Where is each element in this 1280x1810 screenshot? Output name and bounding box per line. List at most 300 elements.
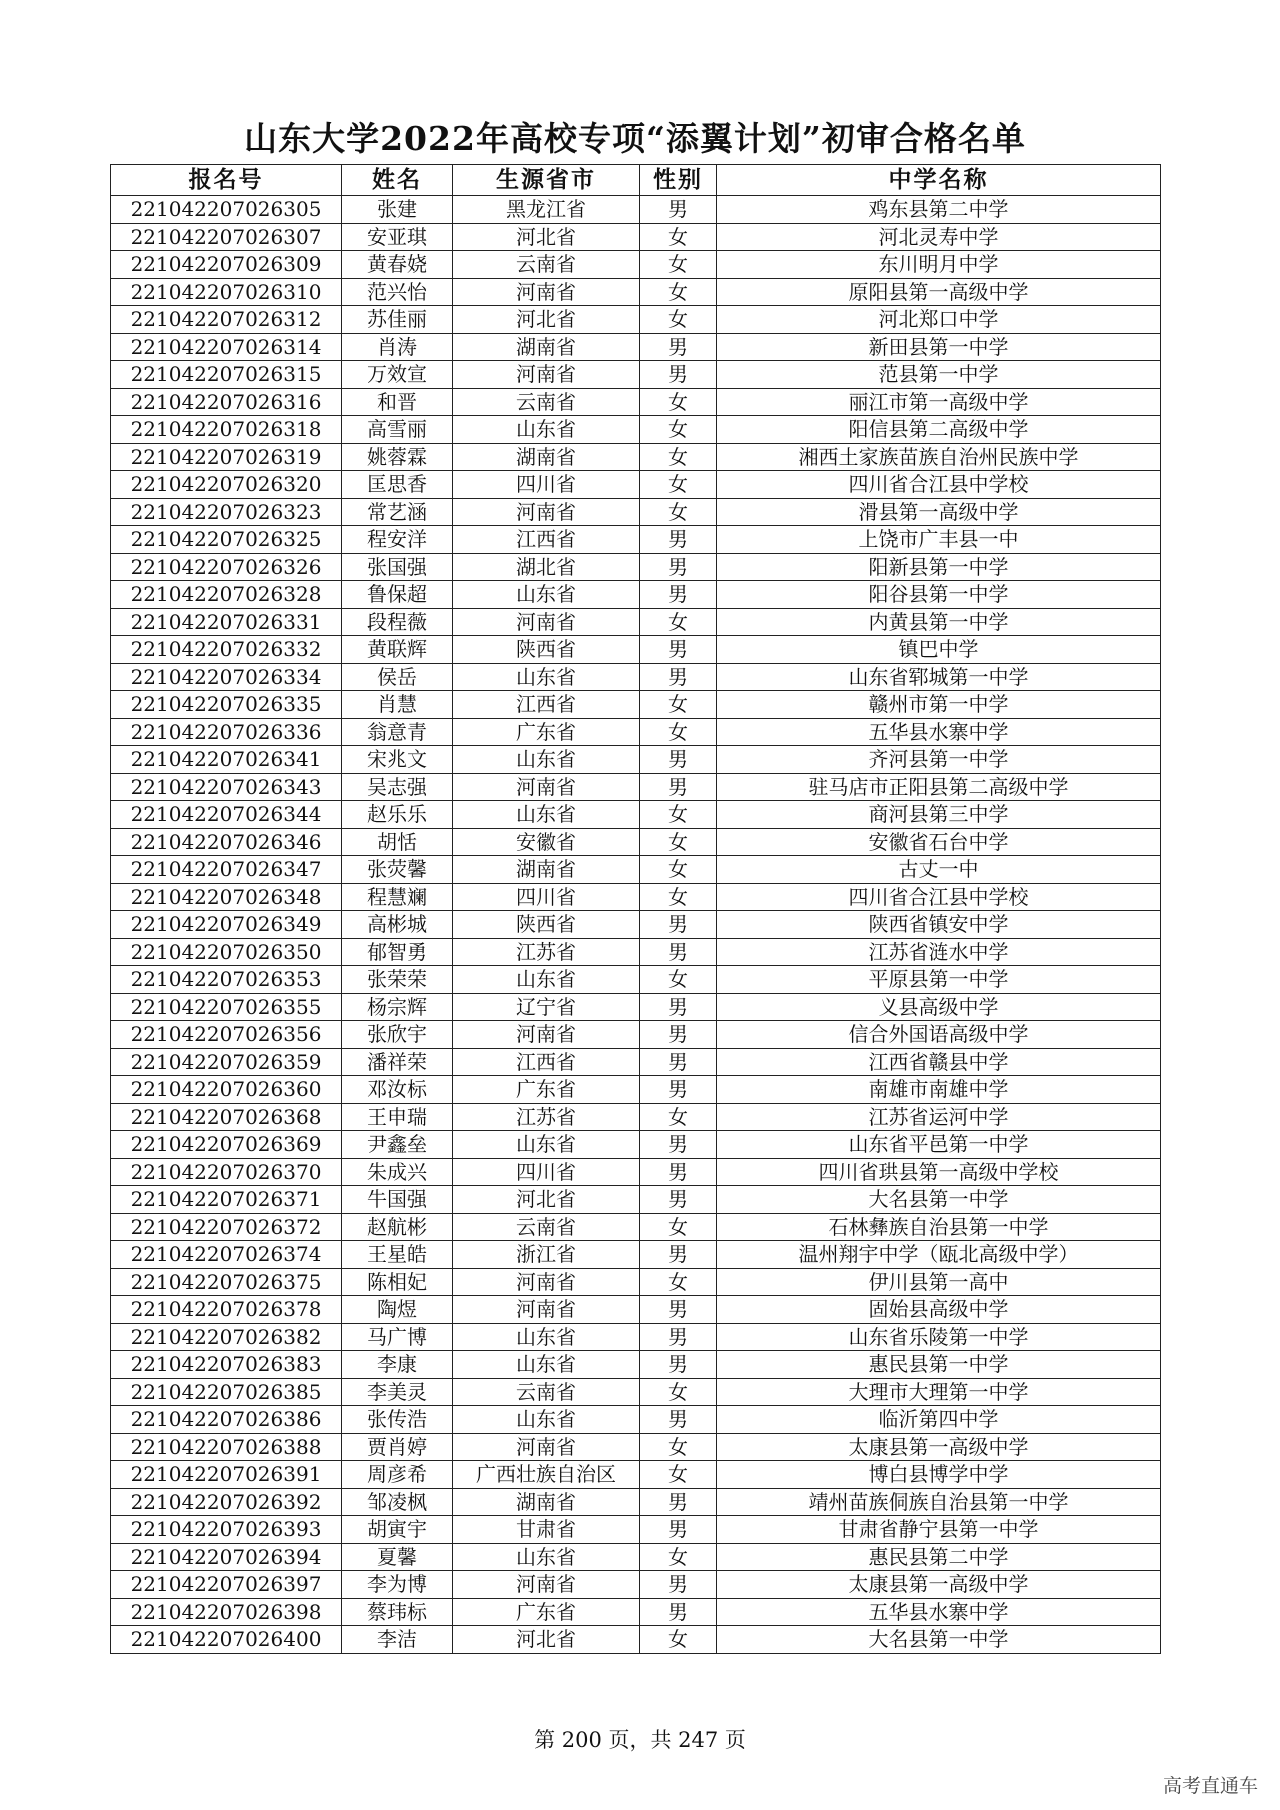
registration-number-cell: 221042207026392 bbox=[111, 1488, 342, 1516]
table-row bbox=[111, 1103, 1161, 1131]
name-cell: 高彬城 bbox=[342, 911, 453, 939]
table-row bbox=[111, 388, 1161, 416]
gender-cell: 男 bbox=[640, 1131, 717, 1159]
province-cell: 河北省 bbox=[453, 1186, 640, 1214]
name-cell: 苏佳丽 bbox=[342, 306, 453, 334]
gender-cell: 女 bbox=[640, 278, 717, 306]
registration-number-cell: 221042207026385 bbox=[111, 1378, 342, 1406]
name-cell: 李美灵 bbox=[342, 1378, 453, 1406]
gender-cell: 女 bbox=[640, 388, 717, 416]
school-cell: 驻马店市正阳县第二高级中学 bbox=[717, 773, 1161, 801]
province-cell: 甘肃省 bbox=[453, 1516, 640, 1544]
registration-number-cell: 221042207026335 bbox=[111, 691, 342, 719]
school-cell: 义县高级中学 bbox=[717, 993, 1161, 1021]
registration-number-cell: 221042207026318 bbox=[111, 416, 342, 444]
province-cell: 湖南省 bbox=[453, 856, 640, 884]
table-row bbox=[111, 1048, 1161, 1076]
name-cell: 张建 bbox=[342, 196, 453, 224]
province-cell: 山东省 bbox=[453, 416, 640, 444]
registration-number-cell: 221042207026344 bbox=[111, 801, 342, 829]
registration-number-cell: 221042207026346 bbox=[111, 828, 342, 856]
school-cell: 温州翔宇中学（瓯北高级中学） bbox=[717, 1241, 1161, 1269]
registration-number-cell: 221042207026315 bbox=[111, 361, 342, 389]
gender-cell: 男 bbox=[640, 636, 717, 664]
registration-number-cell: 221042207026348 bbox=[111, 883, 342, 911]
province-cell: 山东省 bbox=[453, 1323, 640, 1351]
school-cell: 湘西土家族苗族自治州民族中学 bbox=[717, 443, 1161, 471]
registration-number-cell: 221042207026309 bbox=[111, 251, 342, 279]
name-cell: 周彦希 bbox=[342, 1461, 453, 1489]
page-number: 第 200 页，共 247 页 bbox=[534, 1728, 746, 1752]
province-cell: 安徽省 bbox=[453, 828, 640, 856]
header-gender: 性别 bbox=[640, 165, 717, 196]
name-cell: 邹凌枫 bbox=[342, 1488, 453, 1516]
school-cell: 原阳县第一高级中学 bbox=[717, 278, 1161, 306]
registration-number-cell: 221042207026359 bbox=[111, 1048, 342, 1076]
province-cell: 河北省 bbox=[453, 223, 640, 251]
name-cell: 李康 bbox=[342, 1351, 453, 1379]
registration-number-cell: 221042207026325 bbox=[111, 526, 342, 554]
province-cell: 湖南省 bbox=[453, 333, 640, 361]
table-row bbox=[111, 251, 1161, 279]
gender-cell: 男 bbox=[640, 1241, 717, 1269]
gender-cell: 女 bbox=[640, 1378, 717, 1406]
name-cell: 黄春娆 bbox=[342, 251, 453, 279]
name-cell: 宋兆文 bbox=[342, 746, 453, 774]
gender-cell: 男 bbox=[640, 993, 717, 1021]
table-row bbox=[111, 1488, 1161, 1516]
registration-number-cell: 221042207026328 bbox=[111, 581, 342, 609]
gender-cell: 女 bbox=[640, 443, 717, 471]
province-cell: 陕西省 bbox=[453, 911, 640, 939]
gender-cell: 女 bbox=[640, 1461, 717, 1489]
table-row bbox=[111, 1213, 1161, 1241]
name-cell: 黄联辉 bbox=[342, 636, 453, 664]
name-cell: 翁意青 bbox=[342, 718, 453, 746]
school-cell: 大理市大理第一中学 bbox=[717, 1378, 1161, 1406]
table-row bbox=[111, 1461, 1161, 1489]
registration-number-cell: 221042207026314 bbox=[111, 333, 342, 361]
school-cell: 内黄县第一中学 bbox=[717, 608, 1161, 636]
gender-cell: 女 bbox=[640, 251, 717, 279]
school-cell: 阳信县第二高级中学 bbox=[717, 416, 1161, 444]
school-cell: 惠民县第一中学 bbox=[717, 1351, 1161, 1379]
school-cell: 五华县水寨中学 bbox=[717, 718, 1161, 746]
registration-number-cell: 221042207026394 bbox=[111, 1543, 342, 1571]
table-row bbox=[111, 1598, 1161, 1626]
province-cell: 广东省 bbox=[453, 1598, 640, 1626]
province-cell: 河北省 bbox=[453, 306, 640, 334]
province-cell: 河南省 bbox=[453, 608, 640, 636]
gender-cell: 男 bbox=[640, 663, 717, 691]
province-cell: 山东省 bbox=[453, 1351, 640, 1379]
school-cell: 安徽省石台中学 bbox=[717, 828, 1161, 856]
school-cell: 赣州市第一中学 bbox=[717, 691, 1161, 719]
table-row bbox=[111, 361, 1161, 389]
province-cell: 河南省 bbox=[453, 1571, 640, 1599]
gender-cell: 女 bbox=[640, 828, 717, 856]
name-cell: 李洁 bbox=[342, 1626, 453, 1654]
table-row bbox=[111, 416, 1161, 444]
school-cell: 齐河县第一中学 bbox=[717, 746, 1161, 774]
registration-number-cell: 221042207026355 bbox=[111, 993, 342, 1021]
name-cell: 郁智勇 bbox=[342, 938, 453, 966]
name-cell: 程安洋 bbox=[342, 526, 453, 554]
gender-cell: 男 bbox=[640, 1598, 717, 1626]
province-cell: 江苏省 bbox=[453, 1103, 640, 1131]
table-row bbox=[111, 581, 1161, 609]
table-row bbox=[111, 333, 1161, 361]
name-cell: 朱成兴 bbox=[342, 1158, 453, 1186]
registration-number-cell: 221042207026320 bbox=[111, 471, 342, 499]
name-cell: 万效宣 bbox=[342, 361, 453, 389]
table-row bbox=[111, 1378, 1161, 1406]
name-cell: 王申瑞 bbox=[342, 1103, 453, 1131]
name-cell: 张荧馨 bbox=[342, 856, 453, 884]
name-cell: 李为博 bbox=[342, 1571, 453, 1599]
gender-cell: 男 bbox=[640, 938, 717, 966]
registration-number-cell: 221042207026347 bbox=[111, 856, 342, 884]
table-row bbox=[111, 526, 1161, 554]
registration-number-cell: 221042207026368 bbox=[111, 1103, 342, 1131]
gender-cell: 男 bbox=[640, 773, 717, 801]
gender-cell: 男 bbox=[640, 1571, 717, 1599]
school-cell: 大名县第一中学 bbox=[717, 1186, 1161, 1214]
table-row bbox=[111, 1351, 1161, 1379]
table-header-row bbox=[111, 165, 1161, 196]
header-province: 生源省市 bbox=[453, 165, 640, 196]
gender-cell: 女 bbox=[640, 1268, 717, 1296]
gender-cell: 女 bbox=[640, 223, 717, 251]
name-cell: 赵航彬 bbox=[342, 1213, 453, 1241]
registration-number-cell: 221042207026334 bbox=[111, 663, 342, 691]
table-row bbox=[111, 718, 1161, 746]
gender-cell: 女 bbox=[640, 718, 717, 746]
name-cell: 段程薇 bbox=[342, 608, 453, 636]
name-cell: 邓汝标 bbox=[342, 1076, 453, 1104]
school-cell: 山东省平邑第一中学 bbox=[717, 1131, 1161, 1159]
name-cell: 王星皓 bbox=[342, 1241, 453, 1269]
name-cell: 赵乐乐 bbox=[342, 801, 453, 829]
name-cell: 张国强 bbox=[342, 553, 453, 581]
school-cell: 古丈一中 bbox=[717, 856, 1161, 884]
page-title: 山东大学2022年高校专项“添翼计划”初审合格名单 bbox=[244, 119, 1026, 158]
province-cell: 山东省 bbox=[453, 1406, 640, 1434]
province-cell: 浙江省 bbox=[453, 1241, 640, 1269]
name-cell: 范兴怡 bbox=[342, 278, 453, 306]
school-cell: 鸡东县第二中学 bbox=[717, 196, 1161, 224]
header-registration-number: 报名号 bbox=[111, 165, 342, 196]
table-row bbox=[111, 223, 1161, 251]
gender-cell: 男 bbox=[640, 361, 717, 389]
name-cell: 牛国强 bbox=[342, 1186, 453, 1214]
registration-number-cell: 221042207026382 bbox=[111, 1323, 342, 1351]
gender-cell: 女 bbox=[640, 498, 717, 526]
registration-number-cell: 221042207026341 bbox=[111, 746, 342, 774]
table-row bbox=[111, 746, 1161, 774]
gender-cell: 女 bbox=[640, 608, 717, 636]
school-cell: 四川省合江县中学校 bbox=[717, 471, 1161, 499]
name-cell: 和晋 bbox=[342, 388, 453, 416]
registration-number-cell: 221042207026326 bbox=[111, 553, 342, 581]
school-cell: 固始县高级中学 bbox=[717, 1296, 1161, 1324]
province-cell: 河南省 bbox=[453, 1268, 640, 1296]
registration-number-cell: 221042207026336 bbox=[111, 718, 342, 746]
header-name: 姓名 bbox=[342, 165, 453, 196]
province-cell: 云南省 bbox=[453, 1213, 640, 1241]
school-cell: 太康县第一高级中学 bbox=[717, 1433, 1161, 1461]
table-row bbox=[111, 306, 1161, 334]
table-row bbox=[111, 196, 1161, 224]
name-cell: 程慧斓 bbox=[342, 883, 453, 911]
name-cell: 贾肖婷 bbox=[342, 1433, 453, 1461]
name-cell: 侯岳 bbox=[342, 663, 453, 691]
table-row bbox=[111, 1406, 1161, 1434]
province-cell: 湖北省 bbox=[453, 553, 640, 581]
table-row bbox=[111, 663, 1161, 691]
school-cell: 惠民县第二中学 bbox=[717, 1543, 1161, 1571]
province-cell: 山东省 bbox=[453, 746, 640, 774]
name-cell: 胡恬 bbox=[342, 828, 453, 856]
table-row bbox=[111, 636, 1161, 664]
table-row bbox=[111, 553, 1161, 581]
gender-cell: 女 bbox=[640, 1543, 717, 1571]
gender-cell: 女 bbox=[640, 471, 717, 499]
table-row bbox=[111, 828, 1161, 856]
province-cell: 山东省 bbox=[453, 801, 640, 829]
province-cell: 河南省 bbox=[453, 498, 640, 526]
gender-cell: 女 bbox=[640, 1433, 717, 1461]
gender-cell: 男 bbox=[640, 911, 717, 939]
registration-number-cell: 221042207026310 bbox=[111, 278, 342, 306]
province-cell: 湖南省 bbox=[453, 443, 640, 471]
registration-number-cell: 221042207026369 bbox=[111, 1131, 342, 1159]
gender-cell: 女 bbox=[640, 801, 717, 829]
school-cell: 临沂第四中学 bbox=[717, 1406, 1161, 1434]
table-row bbox=[111, 1626, 1161, 1654]
roster-table bbox=[110, 164, 1161, 1654]
registration-number-cell: 221042207026391 bbox=[111, 1461, 342, 1489]
table-row bbox=[111, 691, 1161, 719]
header-school: 中学名称 bbox=[717, 165, 1161, 196]
name-cell: 高雪丽 bbox=[342, 416, 453, 444]
province-cell: 河南省 bbox=[453, 1433, 640, 1461]
school-cell: 靖州苗族侗族自治县第一中学 bbox=[717, 1488, 1161, 1516]
table-row bbox=[111, 278, 1161, 306]
registration-number-cell: 221042207026331 bbox=[111, 608, 342, 636]
gender-cell: 男 bbox=[640, 1296, 717, 1324]
school-cell: 镇巴中学 bbox=[717, 636, 1161, 664]
province-cell: 江西省 bbox=[453, 526, 640, 554]
province-cell: 江西省 bbox=[453, 691, 640, 719]
registration-number-cell: 221042207026350 bbox=[111, 938, 342, 966]
province-cell: 山东省 bbox=[453, 581, 640, 609]
registration-number-cell: 221042207026312 bbox=[111, 306, 342, 334]
table-row bbox=[111, 938, 1161, 966]
school-cell: 江苏省涟水中学 bbox=[717, 938, 1161, 966]
school-cell: 博白县博学中学 bbox=[717, 1461, 1161, 1489]
registration-number-cell: 221042207026360 bbox=[111, 1076, 342, 1104]
school-cell: 山东省乐陵第一中学 bbox=[717, 1323, 1161, 1351]
school-cell: 江苏省运河中学 bbox=[717, 1103, 1161, 1131]
table-row bbox=[111, 1571, 1161, 1599]
province-cell: 云南省 bbox=[453, 1378, 640, 1406]
table-body bbox=[111, 196, 1161, 1654]
school-cell: 石林彝族自治县第一中学 bbox=[717, 1213, 1161, 1241]
school-cell: 南雄市南雄中学 bbox=[717, 1076, 1161, 1104]
province-cell: 辽宁省 bbox=[453, 993, 640, 1021]
province-cell: 云南省 bbox=[453, 388, 640, 416]
gender-cell: 女 bbox=[640, 306, 717, 334]
name-cell: 蔡玮标 bbox=[342, 1598, 453, 1626]
gender-cell: 男 bbox=[640, 553, 717, 581]
gender-cell: 男 bbox=[640, 1186, 717, 1214]
registration-number-cell: 221042207026397 bbox=[111, 1571, 342, 1599]
gender-cell: 女 bbox=[640, 1213, 717, 1241]
school-cell: 范县第一中学 bbox=[717, 361, 1161, 389]
table-row bbox=[111, 1186, 1161, 1214]
province-cell: 河南省 bbox=[453, 773, 640, 801]
registration-number-cell: 221042207026400 bbox=[111, 1626, 342, 1654]
name-cell: 尹鑫垒 bbox=[342, 1131, 453, 1159]
gender-cell: 男 bbox=[640, 1516, 717, 1544]
gender-cell: 女 bbox=[640, 883, 717, 911]
table-row bbox=[111, 1241, 1161, 1269]
province-cell: 河南省 bbox=[453, 1296, 640, 1324]
table-row bbox=[111, 911, 1161, 939]
table-row bbox=[111, 1021, 1161, 1049]
gender-cell: 男 bbox=[640, 196, 717, 224]
province-cell: 广东省 bbox=[453, 718, 640, 746]
registration-number-cell: 221042207026319 bbox=[111, 443, 342, 471]
school-cell: 河北灵寿中学 bbox=[717, 223, 1161, 251]
school-cell: 新田县第一中学 bbox=[717, 333, 1161, 361]
province-cell: 陕西省 bbox=[453, 636, 640, 664]
gender-cell: 男 bbox=[640, 333, 717, 361]
registration-number-cell: 221042207026323 bbox=[111, 498, 342, 526]
registration-number-cell: 221042207026307 bbox=[111, 223, 342, 251]
province-cell: 广西壮族自治区 bbox=[453, 1461, 640, 1489]
gender-cell: 男 bbox=[640, 1406, 717, 1434]
school-cell: 陕西省镇安中学 bbox=[717, 911, 1161, 939]
table-row bbox=[111, 1131, 1161, 1159]
name-cell: 杨宗辉 bbox=[342, 993, 453, 1021]
school-cell: 丽江市第一高级中学 bbox=[717, 388, 1161, 416]
registration-number-cell: 22104220702630​5 bbox=[111, 196, 342, 224]
province-cell: 黑龙江省 bbox=[453, 196, 640, 224]
gender-cell: 女 bbox=[640, 416, 717, 444]
table-row bbox=[111, 1543, 1161, 1571]
school-cell: 信合外国语高级中学 bbox=[717, 1021, 1161, 1049]
school-cell: 太康县第一高级中学 bbox=[717, 1571, 1161, 1599]
gender-cell: 女 bbox=[640, 1626, 717, 1654]
province-cell: 河南省 bbox=[453, 361, 640, 389]
province-cell: 云南省 bbox=[453, 251, 640, 279]
province-cell: 江西省 bbox=[453, 1048, 640, 1076]
table-row bbox=[111, 471, 1161, 499]
gender-cell: 男 bbox=[640, 526, 717, 554]
gender-cell: 男 bbox=[640, 1048, 717, 1076]
name-cell: 匡思香 bbox=[342, 471, 453, 499]
school-cell: 商河县第三中学 bbox=[717, 801, 1161, 829]
registration-number-cell: 221042207026393 bbox=[111, 1516, 342, 1544]
gender-cell: 男 bbox=[640, 1076, 717, 1104]
province-cell: 河南省 bbox=[453, 278, 640, 306]
name-cell: 张欣宇 bbox=[342, 1021, 453, 1049]
province-cell: 四川省 bbox=[453, 1158, 640, 1186]
name-cell: 陈相妃 bbox=[342, 1268, 453, 1296]
province-cell: 山东省 bbox=[453, 663, 640, 691]
name-cell: 陶煜 bbox=[342, 1296, 453, 1324]
registration-number-cell: 221042207026349 bbox=[111, 911, 342, 939]
gender-cell: 男 bbox=[640, 1488, 717, 1516]
watermark: 高考直通车 bbox=[1162, 1775, 1258, 1797]
registration-number-cell: 221042207026372 bbox=[111, 1213, 342, 1241]
registration-number-cell: 221042207026370 bbox=[111, 1158, 342, 1186]
name-cell: 鲁保超 bbox=[342, 581, 453, 609]
school-cell: 阳新县第一中学 bbox=[717, 553, 1161, 581]
table-row bbox=[111, 966, 1161, 994]
name-cell: 吴志强 bbox=[342, 773, 453, 801]
table-row bbox=[111, 1076, 1161, 1104]
name-cell: 常艺涵 bbox=[342, 498, 453, 526]
province-cell: 广东省 bbox=[453, 1076, 640, 1104]
name-cell: 肖涛 bbox=[342, 333, 453, 361]
school-cell: 甘肃省静宁县第一中学 bbox=[717, 1516, 1161, 1544]
school-cell: 平原县第一中学 bbox=[717, 966, 1161, 994]
table-row bbox=[111, 1433, 1161, 1461]
gender-cell: 女 bbox=[640, 691, 717, 719]
name-cell: 胡寅宇 bbox=[342, 1516, 453, 1544]
province-cell: 山东省 bbox=[453, 1543, 640, 1571]
table-row bbox=[111, 856, 1161, 884]
name-cell: 夏馨 bbox=[342, 1543, 453, 1571]
registration-number-cell: 221042207026398 bbox=[111, 1598, 342, 1626]
table-row bbox=[111, 1516, 1161, 1544]
province-cell: 四川省 bbox=[453, 883, 640, 911]
table-row bbox=[111, 801, 1161, 829]
table-row bbox=[111, 883, 1161, 911]
school-cell: 四川省合江县中学校 bbox=[717, 883, 1161, 911]
province-cell: 江苏省 bbox=[453, 938, 640, 966]
registration-number-cell: 221042207026388 bbox=[111, 1433, 342, 1461]
table-row bbox=[111, 1158, 1161, 1186]
school-cell: 上饶市广丰县一中 bbox=[717, 526, 1161, 554]
province-cell: 湖南省 bbox=[453, 1488, 640, 1516]
gender-cell: 男 bbox=[640, 581, 717, 609]
name-cell: 张荣荣 bbox=[342, 966, 453, 994]
gender-cell: 女 bbox=[640, 966, 717, 994]
school-cell: 伊川县第一高中 bbox=[717, 1268, 1161, 1296]
registration-number-cell: 221042207026383 bbox=[111, 1351, 342, 1379]
name-cell: 潘祥荣 bbox=[342, 1048, 453, 1076]
registration-number-cell: 221042207026343 bbox=[111, 773, 342, 801]
province-cell: 山东省 bbox=[453, 1131, 640, 1159]
province-cell: 山东省 bbox=[453, 966, 640, 994]
table-row bbox=[111, 608, 1161, 636]
name-cell: 张传浩 bbox=[342, 1406, 453, 1434]
gender-cell: 男 bbox=[640, 1158, 717, 1186]
school-cell: 四川省珙县第一高级中学校 bbox=[717, 1158, 1161, 1186]
school-cell: 五华县水寨中学 bbox=[717, 1598, 1161, 1626]
gender-cell: 男 bbox=[640, 1351, 717, 1379]
province-cell: 河北省 bbox=[453, 1626, 640, 1654]
registration-number-cell: 221042207026378 bbox=[111, 1296, 342, 1324]
school-cell: 山东省郓城第一中学 bbox=[717, 663, 1161, 691]
school-cell: 滑县第一高级中学 bbox=[717, 498, 1161, 526]
table-row bbox=[111, 498, 1161, 526]
registration-number-cell: 221042207026386 bbox=[111, 1406, 342, 1434]
